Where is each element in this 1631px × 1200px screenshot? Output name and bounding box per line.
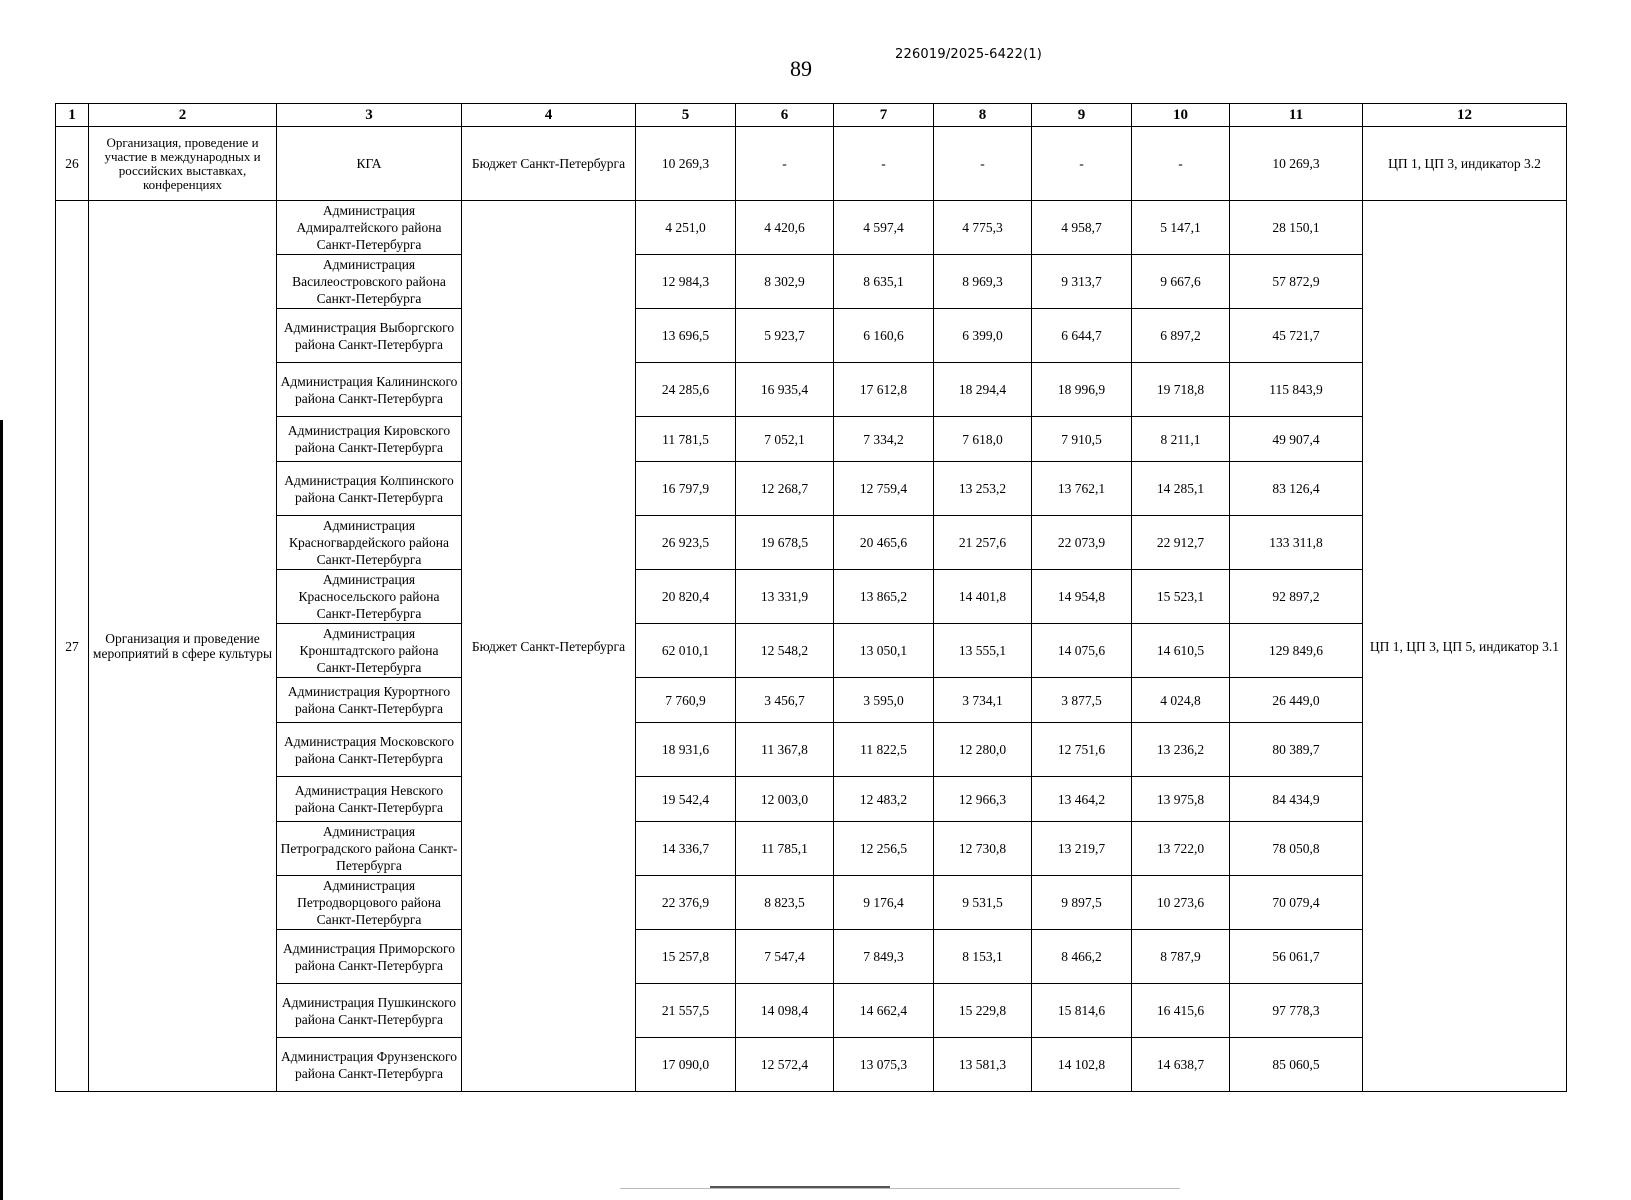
value-col9: 13 219,7 (1032, 822, 1132, 876)
program-table (55, 103, 1567, 1092)
value-col9: 9 897,5 (1032, 876, 1132, 930)
value-col8: 8 969,3 (934, 255, 1032, 309)
value-col8: 12 280,0 (934, 723, 1032, 777)
executor: Администрация Невского района Санкт-Петербурга (277, 777, 462, 822)
value-col9: 14 954,8 (1032, 570, 1132, 624)
value-col5: 13 696,5 (636, 309, 736, 363)
value-col5: 16 797,9 (636, 462, 736, 516)
value-col11-total: 115 843,9 (1230, 363, 1363, 417)
column-header-9: 9 (1032, 104, 1132, 127)
value-col7: 12 759,4 (834, 462, 934, 516)
value-col7: 20 465,6 (834, 516, 934, 570)
value-col7: 13 865,2 (834, 570, 934, 624)
value-col7: 4 597,4 (834, 201, 934, 255)
value-col6: - (736, 127, 834, 201)
value-col10: 9 667,6 (1132, 255, 1230, 309)
table-row-27-sub (56, 930, 1567, 984)
value-col7: 8 635,1 (834, 255, 934, 309)
value-col8: 12 730,8 (934, 822, 1032, 876)
value-col8: 13 555,1 (934, 624, 1032, 678)
value-col11-total: 70 079,4 (1230, 876, 1363, 930)
value-col8: - (934, 127, 1032, 201)
column-header-11: 11 (1230, 104, 1363, 127)
value-col8: 21 257,6 (934, 516, 1032, 570)
value-col5: 19 542,4 (636, 777, 736, 822)
executor: Администрация Красносельского района Санкт-Петербурга (277, 570, 462, 624)
value-col8: 13 253,2 (934, 462, 1032, 516)
column-header-7: 7 (834, 104, 934, 127)
value-col8: 14 401,8 (934, 570, 1032, 624)
value-col6: 13 331,9 (736, 570, 834, 624)
value-col11-total: 84 434,9 (1230, 777, 1363, 822)
table-row-27-sub (56, 678, 1567, 723)
executor: Администрация Петроградского района Санкт-Петербурга (277, 822, 462, 876)
value-col5: 18 931,6 (636, 723, 736, 777)
value-col8: 4 775,3 (934, 201, 1032, 255)
value-col6: 7 547,4 (736, 930, 834, 984)
table-row-27-sub (56, 462, 1567, 516)
value-col6: 14 098,4 (736, 984, 834, 1038)
value-col11-total: 45 721,7 (1230, 309, 1363, 363)
executor: Администрация Василеостровского района Санкт-Петербурга (277, 255, 462, 309)
value-col6: 12 003,0 (736, 777, 834, 822)
value-col5: 17 090,0 (636, 1038, 736, 1092)
table-row-27-sub (56, 516, 1567, 570)
table-row-27-sub (56, 723, 1567, 777)
funding-source: Бюджет Санкт-Петербурга (462, 127, 636, 201)
value-col5: 15 257,8 (636, 930, 736, 984)
value-col6: 12 548,2 (736, 624, 834, 678)
value-col10: 4 024,8 (1132, 678, 1230, 723)
executor: Администрация Кировского района Санкт-Петербурга (277, 417, 462, 462)
row-number: 27 (56, 201, 89, 1092)
value-col7: 11 822,5 (834, 723, 934, 777)
value-col6: 11 367,8 (736, 723, 834, 777)
indicator: ЦП 1, ЦП 3, ЦП 5, индикатор 3.1 (1363, 201, 1567, 1092)
value-col11-total: 97 778,3 (1230, 984, 1363, 1038)
value-col8: 18 294,4 (934, 363, 1032, 417)
value-col8: 3 734,1 (934, 678, 1032, 723)
value-col5: 12 984,3 (636, 255, 736, 309)
value-col5: 10 269,3 (636, 127, 736, 201)
value-col9: 3 877,5 (1032, 678, 1132, 723)
value-col5: 11 781,5 (636, 417, 736, 462)
value-col9: - (1032, 127, 1132, 201)
table-row-27-sub (56, 1038, 1567, 1092)
value-col9: 22 073,9 (1032, 516, 1132, 570)
value-col6: 12 268,7 (736, 462, 834, 516)
value-col10: 19 718,8 (1132, 363, 1230, 417)
value-col11-total: 10 269,3 (1230, 127, 1363, 201)
funding-source: Бюджет Санкт-Петербурга (462, 201, 636, 1092)
activity-name: Организация и проведение мероприятий в сфере культуры (89, 201, 277, 1092)
column-header-4: 4 (462, 104, 636, 127)
value-col6: 3 456,7 (736, 678, 834, 723)
value-col11-total: 28 150,1 (1230, 201, 1363, 255)
value-col6: 4 420,6 (736, 201, 834, 255)
value-col6: 16 935,4 (736, 363, 834, 417)
value-col11-total: 133 311,8 (1230, 516, 1363, 570)
value-col9: 13 762,1 (1032, 462, 1132, 516)
value-col7: - (834, 127, 934, 201)
value-col8: 9 531,5 (934, 876, 1032, 930)
column-header-6: 6 (736, 104, 834, 127)
scan-artifact (620, 1188, 1180, 1189)
executor: Администрация Московского района Санкт-Петербурга (277, 723, 462, 777)
table-row-27-sub (56, 570, 1567, 624)
value-col9: 14 102,8 (1032, 1038, 1132, 1092)
row-number: 26 (56, 127, 89, 201)
executor: Администрация Петродворцового района Санкт-Петербурга (277, 876, 462, 930)
column-header-5: 5 (636, 104, 736, 127)
value-col9: 13 464,2 (1032, 777, 1132, 822)
table-row-27-sub (56, 255, 1567, 309)
column-header-3: 3 (277, 104, 462, 127)
value-col7: 12 256,5 (834, 822, 934, 876)
column-header-8: 8 (934, 104, 1032, 127)
executor: Администрация Кронштадтского района Санкт-Петербурга (277, 624, 462, 678)
value-col6: 8 302,9 (736, 255, 834, 309)
value-col8: 7 618,0 (934, 417, 1032, 462)
value-col11-total: 78 050,8 (1230, 822, 1363, 876)
value-col5: 21 557,5 (636, 984, 736, 1038)
value-col10: 13 722,0 (1132, 822, 1230, 876)
value-col8: 8 153,1 (934, 930, 1032, 984)
value-col9: 8 466,2 (1032, 930, 1132, 984)
executor: Администрация Выборгского района Санкт-Петербурга (277, 309, 462, 363)
executor: Администрация Курортного района Санкт-Петербурга (277, 678, 462, 723)
value-col5: 22 376,9 (636, 876, 736, 930)
value-col11-total: 26 449,0 (1230, 678, 1363, 723)
value-col10: 22 912,7 (1132, 516, 1230, 570)
value-col6: 8 823,5 (736, 876, 834, 930)
table-row-27-sub (56, 417, 1567, 462)
value-col5: 26 923,5 (636, 516, 736, 570)
value-col10: 14 638,7 (1132, 1038, 1230, 1092)
value-col9: 14 075,6 (1032, 624, 1132, 678)
value-col10: 13 236,2 (1132, 723, 1230, 777)
value-col7: 13 050,1 (834, 624, 934, 678)
document-id: 226019/2025-6422(1) (895, 47, 1043, 62)
executor: Администрация Калининского района Санкт-Петербурга (277, 363, 462, 417)
value-col10: 15 523,1 (1132, 570, 1230, 624)
executor: Администрация Пушкинского района Санкт-Петербурга (277, 984, 462, 1038)
value-col7: 17 612,8 (834, 363, 934, 417)
value-col10: - (1132, 127, 1230, 201)
value-col5: 14 336,7 (636, 822, 736, 876)
executor: Администрация Красногвардейского района Санкт-Петербурга (277, 516, 462, 570)
table-row-27-sub (56, 201, 1567, 255)
value-col7: 12 483,2 (834, 777, 934, 822)
value-col7: 9 176,4 (834, 876, 934, 930)
value-col11-total: 80 389,7 (1230, 723, 1363, 777)
value-col10: 5 147,1 (1132, 201, 1230, 255)
value-col6: 5 923,7 (736, 309, 834, 363)
value-col6: 12 572,4 (736, 1038, 834, 1092)
value-col8: 12 966,3 (934, 777, 1032, 822)
value-col9: 12 751,6 (1032, 723, 1132, 777)
value-col9: 15 814,6 (1032, 984, 1132, 1038)
table-row-27-sub (56, 363, 1567, 417)
value-col6: 19 678,5 (736, 516, 834, 570)
scan-edge (0, 420, 3, 1200)
value-col7: 13 075,3 (834, 1038, 934, 1092)
value-col10: 8 787,9 (1132, 930, 1230, 984)
activity-name: Организация, проведение и участие в международных и российских выставках, конференциях (89, 127, 277, 201)
value-col10: 14 610,5 (1132, 624, 1230, 678)
value-col7: 7 334,2 (834, 417, 934, 462)
value-col6: 7 052,1 (736, 417, 834, 462)
table-row-27-sub (56, 624, 1567, 678)
value-col10: 8 211,1 (1132, 417, 1230, 462)
value-col8: 6 399,0 (934, 309, 1032, 363)
value-col10: 6 897,2 (1132, 309, 1230, 363)
column-header-12: 12 (1363, 104, 1567, 127)
table-row-26 (56, 127, 1567, 201)
value-col5: 20 820,4 (636, 570, 736, 624)
table-row-27-sub (56, 984, 1567, 1038)
value-col9: 7 910,5 (1032, 417, 1132, 462)
executor: КГА (277, 127, 462, 201)
value-col5: 7 760,9 (636, 678, 736, 723)
value-col10: 10 273,6 (1132, 876, 1230, 930)
value-col9: 6 644,7 (1032, 309, 1132, 363)
page-number: 89 (790, 56, 812, 81)
value-col7: 6 160,6 (834, 309, 934, 363)
executor: Администрация Приморского района Санкт-Петербурга (277, 930, 462, 984)
executor: Администрация Адмиралтейского района Санкт-Петербурга (277, 201, 462, 255)
value-col11-total: 83 126,4 (1230, 462, 1363, 516)
value-col11-total: 56 061,7 (1230, 930, 1363, 984)
value-col11-total: 92 897,2 (1230, 570, 1363, 624)
value-col10: 14 285,1 (1132, 462, 1230, 516)
executor: Администрация Фрунзенского района Санкт-Петербурга (277, 1038, 462, 1092)
value-col7: 7 849,3 (834, 930, 934, 984)
value-col8: 15 229,8 (934, 984, 1032, 1038)
value-col9: 4 958,7 (1032, 201, 1132, 255)
executor: Администрация Колпинского района Санкт-Петербурга (277, 462, 462, 516)
header-row (56, 104, 1567, 127)
scan-artifact (710, 1186, 890, 1188)
value-col9: 9 313,7 (1032, 255, 1132, 309)
value-col7: 14 662,4 (834, 984, 934, 1038)
column-header-2: 2 (89, 104, 277, 127)
value-col5: 4 251,0 (636, 201, 736, 255)
table-row-27-sub (56, 777, 1567, 822)
indicator: ЦП 1, ЦП 3, индикатор 3.2 (1363, 127, 1567, 201)
value-col11-total: 85 060,5 (1230, 1038, 1363, 1092)
table-row-27-sub (56, 876, 1567, 930)
value-col7: 3 595,0 (834, 678, 934, 723)
column-header-10: 10 (1132, 104, 1230, 127)
value-col11-total: 57 872,9 (1230, 255, 1363, 309)
value-col11-total: 49 907,4 (1230, 417, 1363, 462)
value-col10: 16 415,6 (1132, 984, 1230, 1038)
table-row-27-sub (56, 822, 1567, 876)
table-row-27-sub (56, 309, 1567, 363)
value-col9: 18 996,9 (1032, 363, 1132, 417)
column-header-1: 1 (56, 104, 89, 127)
value-col5: 24 285,6 (636, 363, 736, 417)
value-col8: 13 581,3 (934, 1038, 1032, 1092)
value-col5: 62 010,1 (636, 624, 736, 678)
value-col6: 11 785,1 (736, 822, 834, 876)
value-col10: 13 975,8 (1132, 777, 1230, 822)
value-col11-total: 129 849,6 (1230, 624, 1363, 678)
